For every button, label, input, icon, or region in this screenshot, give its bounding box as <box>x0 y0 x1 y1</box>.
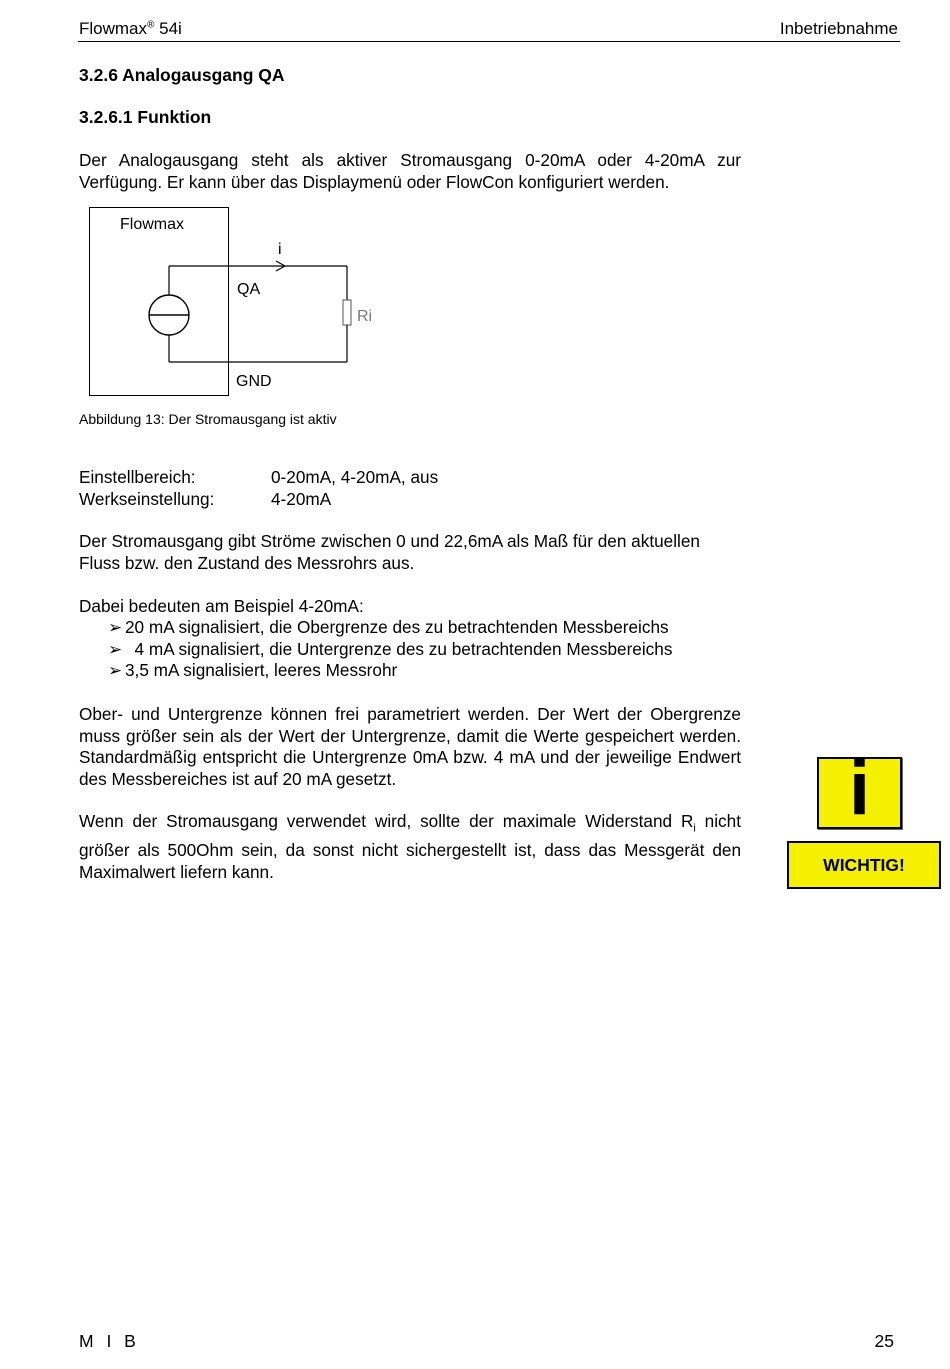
setting-label-range: Einstellbereich: <box>79 467 196 487</box>
footer-company: M I B <box>79 1331 140 1351</box>
limits-paragraph: Ober- und Untergrenze können frei parametriert werden. Der Wert der Obergrenze muss größer sein als der Wert der Untergrenze, damit die Werte gespeichert werden. Standardmäßig entspricht die Untergrenze 0mA bzw. 4 mA und der jeweilige Endwert des Messbereiches ist auf 20 mA gesetzt. <box>79 704 741 789</box>
resistance-text-end: nicht größer als 500Ohm sein, da sonst nicht sichergestellt ist, dass das Messgerät den Maximalwert liefern kann. <box>79 811 741 882</box>
resistor-icon <box>343 300 351 325</box>
list-item-text: 4 mA signalisiert, die Untergrenze des zu betrachtenden Messbereichs <box>125 638 673 659</box>
setting-value-default: 4-20mA <box>271 489 332 509</box>
header-product: Flowmax <box>79 19 148 38</box>
header-section: Inbetriebnahme <box>779 19 898 38</box>
ground-label: GND <box>236 373 272 390</box>
resistance-subscript: i <box>693 822 696 835</box>
important-badge <box>787 841 941 889</box>
intro-paragraph: Der Analogausgang steht als aktiver Stromausgang 0-20mA oder 4-20mA zur Verfügung. Er kann über das Displaymenü oder FlowCon konfiguriert werden. <box>79 150 741 192</box>
list-item <box>108 617 748 639</box>
circuit-diagram <box>88 205 388 400</box>
current-paragraph: Der Stromausgang gibt Ströme zwischen 0 und 22,6mA als Maß für den aktuellen Fluss bzw. den Zustand des Messrohrs aus. <box>79 531 700 573</box>
device-box <box>90 208 229 396</box>
registered-mark: ® <box>147 19 155 31</box>
output-label: QA <box>237 281 261 298</box>
header-model: 54i <box>154 19 182 38</box>
current-label: i <box>278 241 282 258</box>
setting-value-range: 0-20mA, 4-20mA, aus <box>271 467 439 487</box>
arrow-bullet-icon: ➢ <box>108 660 123 681</box>
list-item <box>108 660 748 682</box>
arrow-bullet-icon: ➢ <box>108 617 123 637</box>
important-label: WICHTIG! <box>823 854 905 875</box>
header-divider <box>78 41 900 42</box>
list-item-text: 20 mA signalisiert, die Obergrenze des zu betrachtenden Messbereichs <box>125 617 669 637</box>
header-title <box>79 19 182 39</box>
device-label: Flowmax <box>120 216 185 233</box>
info-glyph: i <box>848 746 871 831</box>
info-icon <box>817 746 902 831</box>
list-item <box>108 639 748 661</box>
example-intro: Dabei bedeuten am Beispiel 4-20mA: <box>79 596 364 616</box>
bullet-list <box>108 617 748 682</box>
resistance-paragraph <box>79 811 741 883</box>
list-item-text: 3,5 mA signalisiert, leeres Messrohr <box>125 660 398 681</box>
resistance-text-start: Wenn der Stromausgang verwendet wird, sollte der maximale Widerstand R <box>79 811 694 831</box>
subsection-heading: 3.2.6.1 Funktion <box>79 107 212 127</box>
arrow-bullet-icon: ➢ <box>108 638 123 659</box>
resistor-label: Ri <box>357 308 373 325</box>
section-heading: 3.2.6 Analogausgang QA <box>79 65 285 85</box>
setting-label-default: Werkseinstellung: <box>79 489 215 509</box>
page-number: 25 <box>874 1331 894 1351</box>
figure-caption: Abbildung 13: Der Stromausgang ist aktiv <box>79 411 337 427</box>
